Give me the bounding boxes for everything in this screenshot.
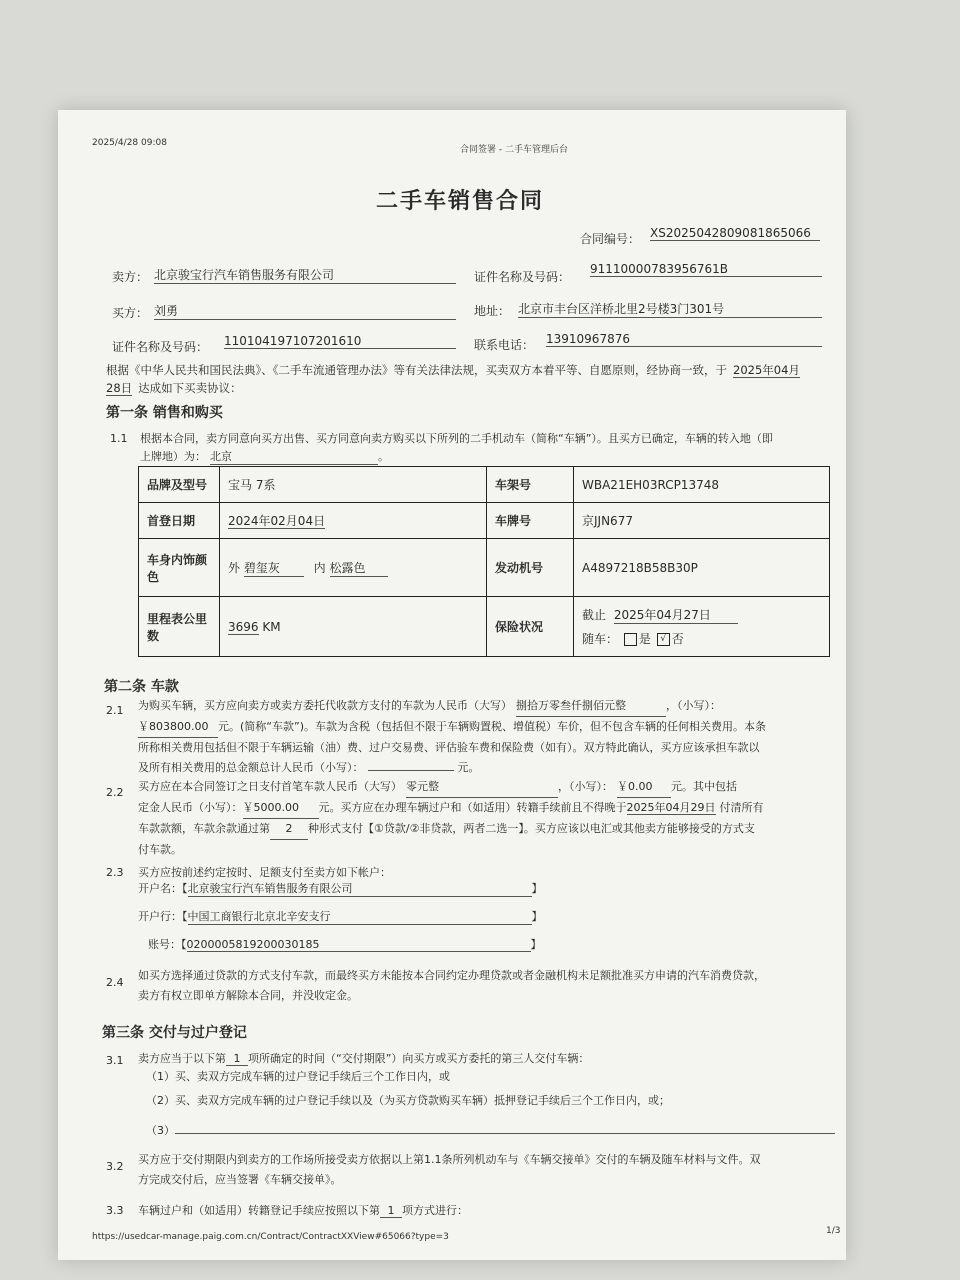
vin-value: WBA21EH03RCP13748: [574, 467, 830, 503]
clause-2-4-text: 如买方选择通过贷款的方式支付车款，而最终买方未能按本合同约定办理贷款或者金融机构未足额批准买方申请的汽车消费贷款， 卖方有权立即单方解除本合同，并没收定金。: [138, 969, 765, 1002]
contract-no-value: XS2025042809081865066: [650, 226, 820, 241]
insurance-label: 保险状况: [487, 597, 574, 657]
color-label: 车身内饰颜色: [139, 539, 220, 597]
address-label: 地址：: [474, 304, 511, 318]
buyer-value: 刘勇: [154, 302, 456, 320]
vin-label: 车架号: [487, 467, 574, 503]
contract-no-label: 合同编号：: [580, 232, 641, 246]
clause-3-2-no: 3.2: [106, 1160, 124, 1173]
clause-3-1-text: 卖方应当于以下第 1 项所确定的时间（“交付期限”）向买方或买方委托的第三人交付车辆：: [138, 1052, 590, 1065]
seller-value: 北京骏宝行汽车销售服务有限公司: [154, 266, 456, 284]
clause-2-2-no: 2.2: [106, 786, 124, 799]
clause-2-4-no: 2.4: [106, 976, 124, 989]
reg-date-label: 首登日期: [139, 503, 220, 539]
reg-date-value: 2024年02月04日: [220, 503, 487, 539]
page-number: 1/3: [826, 1226, 841, 1236]
brand-label: 品牌及型号: [139, 467, 220, 503]
engine-label: 发动机号: [487, 539, 574, 597]
account-bank-row: 开户行：【中国工商银行北京北辛安支行 】: [138, 910, 543, 923]
clause-3-1-option-2: （2）买、卖双方完成车辆的过户登记手续以及（为买方贷款购买车辆）抵押登记手续后三个工作日内，或；: [146, 1094, 670, 1107]
color-value: 外 碧玺灰 内 松露色: [220, 539, 487, 597]
article-2-title: 第二条 车款: [104, 679, 179, 695]
clause-2-2-text: 买方应在本合同签订之日支付首笔车款人民币（大写） 零元整 ，（小写）： ￥0.00 元。其中包括 定金人民币（小写）：￥5000.00 元。买方应在办理车辆过户和（如适用）转籍手续前且不得晚于2025年04月29日 付清所有 车款款额，车款余款通过第 2 种形式支付【①贷款/②非贷款，两者二选一】。买方应该以电汇或其他卖方能够接受的方式支 付车款。: [138, 777, 828, 860]
clause-3-1-option-3: （3）: [146, 1122, 835, 1138]
account-name-row: 开户名：【北京骏宝行汽车销售服务有限公司 】: [138, 882, 543, 895]
seller-id-value: 91110000783956761B: [590, 262, 822, 277]
clause-1-1-no: 1.1: [110, 432, 128, 445]
article-3-title: 第三条 交付与过户登记: [102, 1025, 247, 1041]
seller-id-label: 证件名称及号码：: [474, 270, 571, 284]
mileage-label: 里程表公里数: [139, 597, 220, 657]
article-1-title: 第一条 销售和购买: [106, 405, 223, 421]
clause-1-1-text-b: 上牌地）为： 北京 。: [140, 450, 389, 463]
preamble-line-1: 根据《中华人民共和国民法典》、《二手车流通管理办法》等有关法律法规，买卖双方本着平等、自愿原则，经协商一致，于 2025年04月: [106, 363, 800, 377]
seller-label: 卖方：: [112, 270, 149, 284]
engine-value: A4897218B58B30P: [574, 539, 830, 597]
vehicle-info-table: [138, 466, 830, 657]
insurance-yes-checkbox: [624, 633, 637, 646]
footer-url: https://usedcar-manage.paig.com.cn/Contract/ContractXXView#65066?type=3: [92, 1232, 449, 1242]
contract-page: [58, 110, 846, 1260]
plate-value: 京JJN677: [574, 503, 830, 539]
clause-2-1-text: 为购买车辆，买方应向卖方或卖方委托代收款方支付的车款为人民币（大写） 捌拾万零叁仟捌佰元整 ，（小写）： ￥803800.00 元。(简称“车款”)。车款为含税（包括但不限于车辆购置税、增值税）车价，但不包含车辆的任何相关费用。本条 所称相关费用包括但不限于车辆运输（油）费、过户交易费、评估验车费和保险费（如有）。双方特此确认，买方应该承担车款以 及所有相关费用的总金额总计人民币（小写）： 元。: [138, 696, 828, 778]
phone-value: 13910967876: [546, 332, 822, 347]
phone-label: 联系电话：: [474, 338, 535, 352]
insurance-value: 截止 2025年04月27日 随车： 是 √ 否: [574, 597, 830, 657]
brand-value: 宝马 7系: [220, 467, 487, 503]
buyer-id-value: 110104197107201610: [224, 334, 456, 349]
clause-3-3-no: 3.3: [106, 1204, 124, 1217]
address-value: 北京市丰台区洋桥北里2号楼3门301号: [518, 300, 822, 318]
buyer-label: 买方：: [112, 306, 149, 320]
document-title: 二手车销售合同: [376, 189, 545, 214]
mileage-value: 3696 KM: [220, 597, 487, 657]
clause-3-1-no: 3.1: [106, 1054, 124, 1067]
print-page-title: 合同签署 - 二手车管理后台: [460, 145, 568, 155]
clause-2-3-no: 2.3: [106, 866, 124, 879]
clause-3-3-text: 车辆过户和（如适用）转籍登记手续应按照以下第 1 项方式进行：: [138, 1204, 468, 1217]
print-datetime: 2025/4/28 09:08: [92, 138, 167, 148]
clause-2-1-no: 2.1: [106, 704, 124, 717]
clause-2-3-text: 买方应按前述约定按时、足额支付至卖方如下帐户：: [138, 866, 391, 879]
clause-3-1-option-1: （1）买、卖双方完成车辆的过户登记手续后三个工作日内，或: [146, 1070, 450, 1083]
account-no-row: 账号：【0200005819200030185 】: [148, 938, 542, 951]
clause-1-1-text-a: 根据本合同，卖方同意向买方出售、买方同意向卖方购买以下所列的二手机动车（简称“车辆”）。且买方已确定，车辆的转入地（即: [140, 432, 773, 445]
insurance-no-checkbox: √: [657, 633, 670, 646]
buyer-id-label: 证件名称及号码：: [112, 340, 209, 354]
preamble-line-2: 28日 达成如下买卖协议：: [106, 381, 242, 395]
plate-label: 车牌号: [487, 503, 574, 539]
clause-3-2-text: 买方应于交付期限内到卖方的工作场所接受卖方依据以上第1.1条所列机动车与《车辆交接单》交付的车辆及随车材料与文件。双 方完成交付后，应当签署《车辆交接单》。: [138, 1153, 761, 1186]
